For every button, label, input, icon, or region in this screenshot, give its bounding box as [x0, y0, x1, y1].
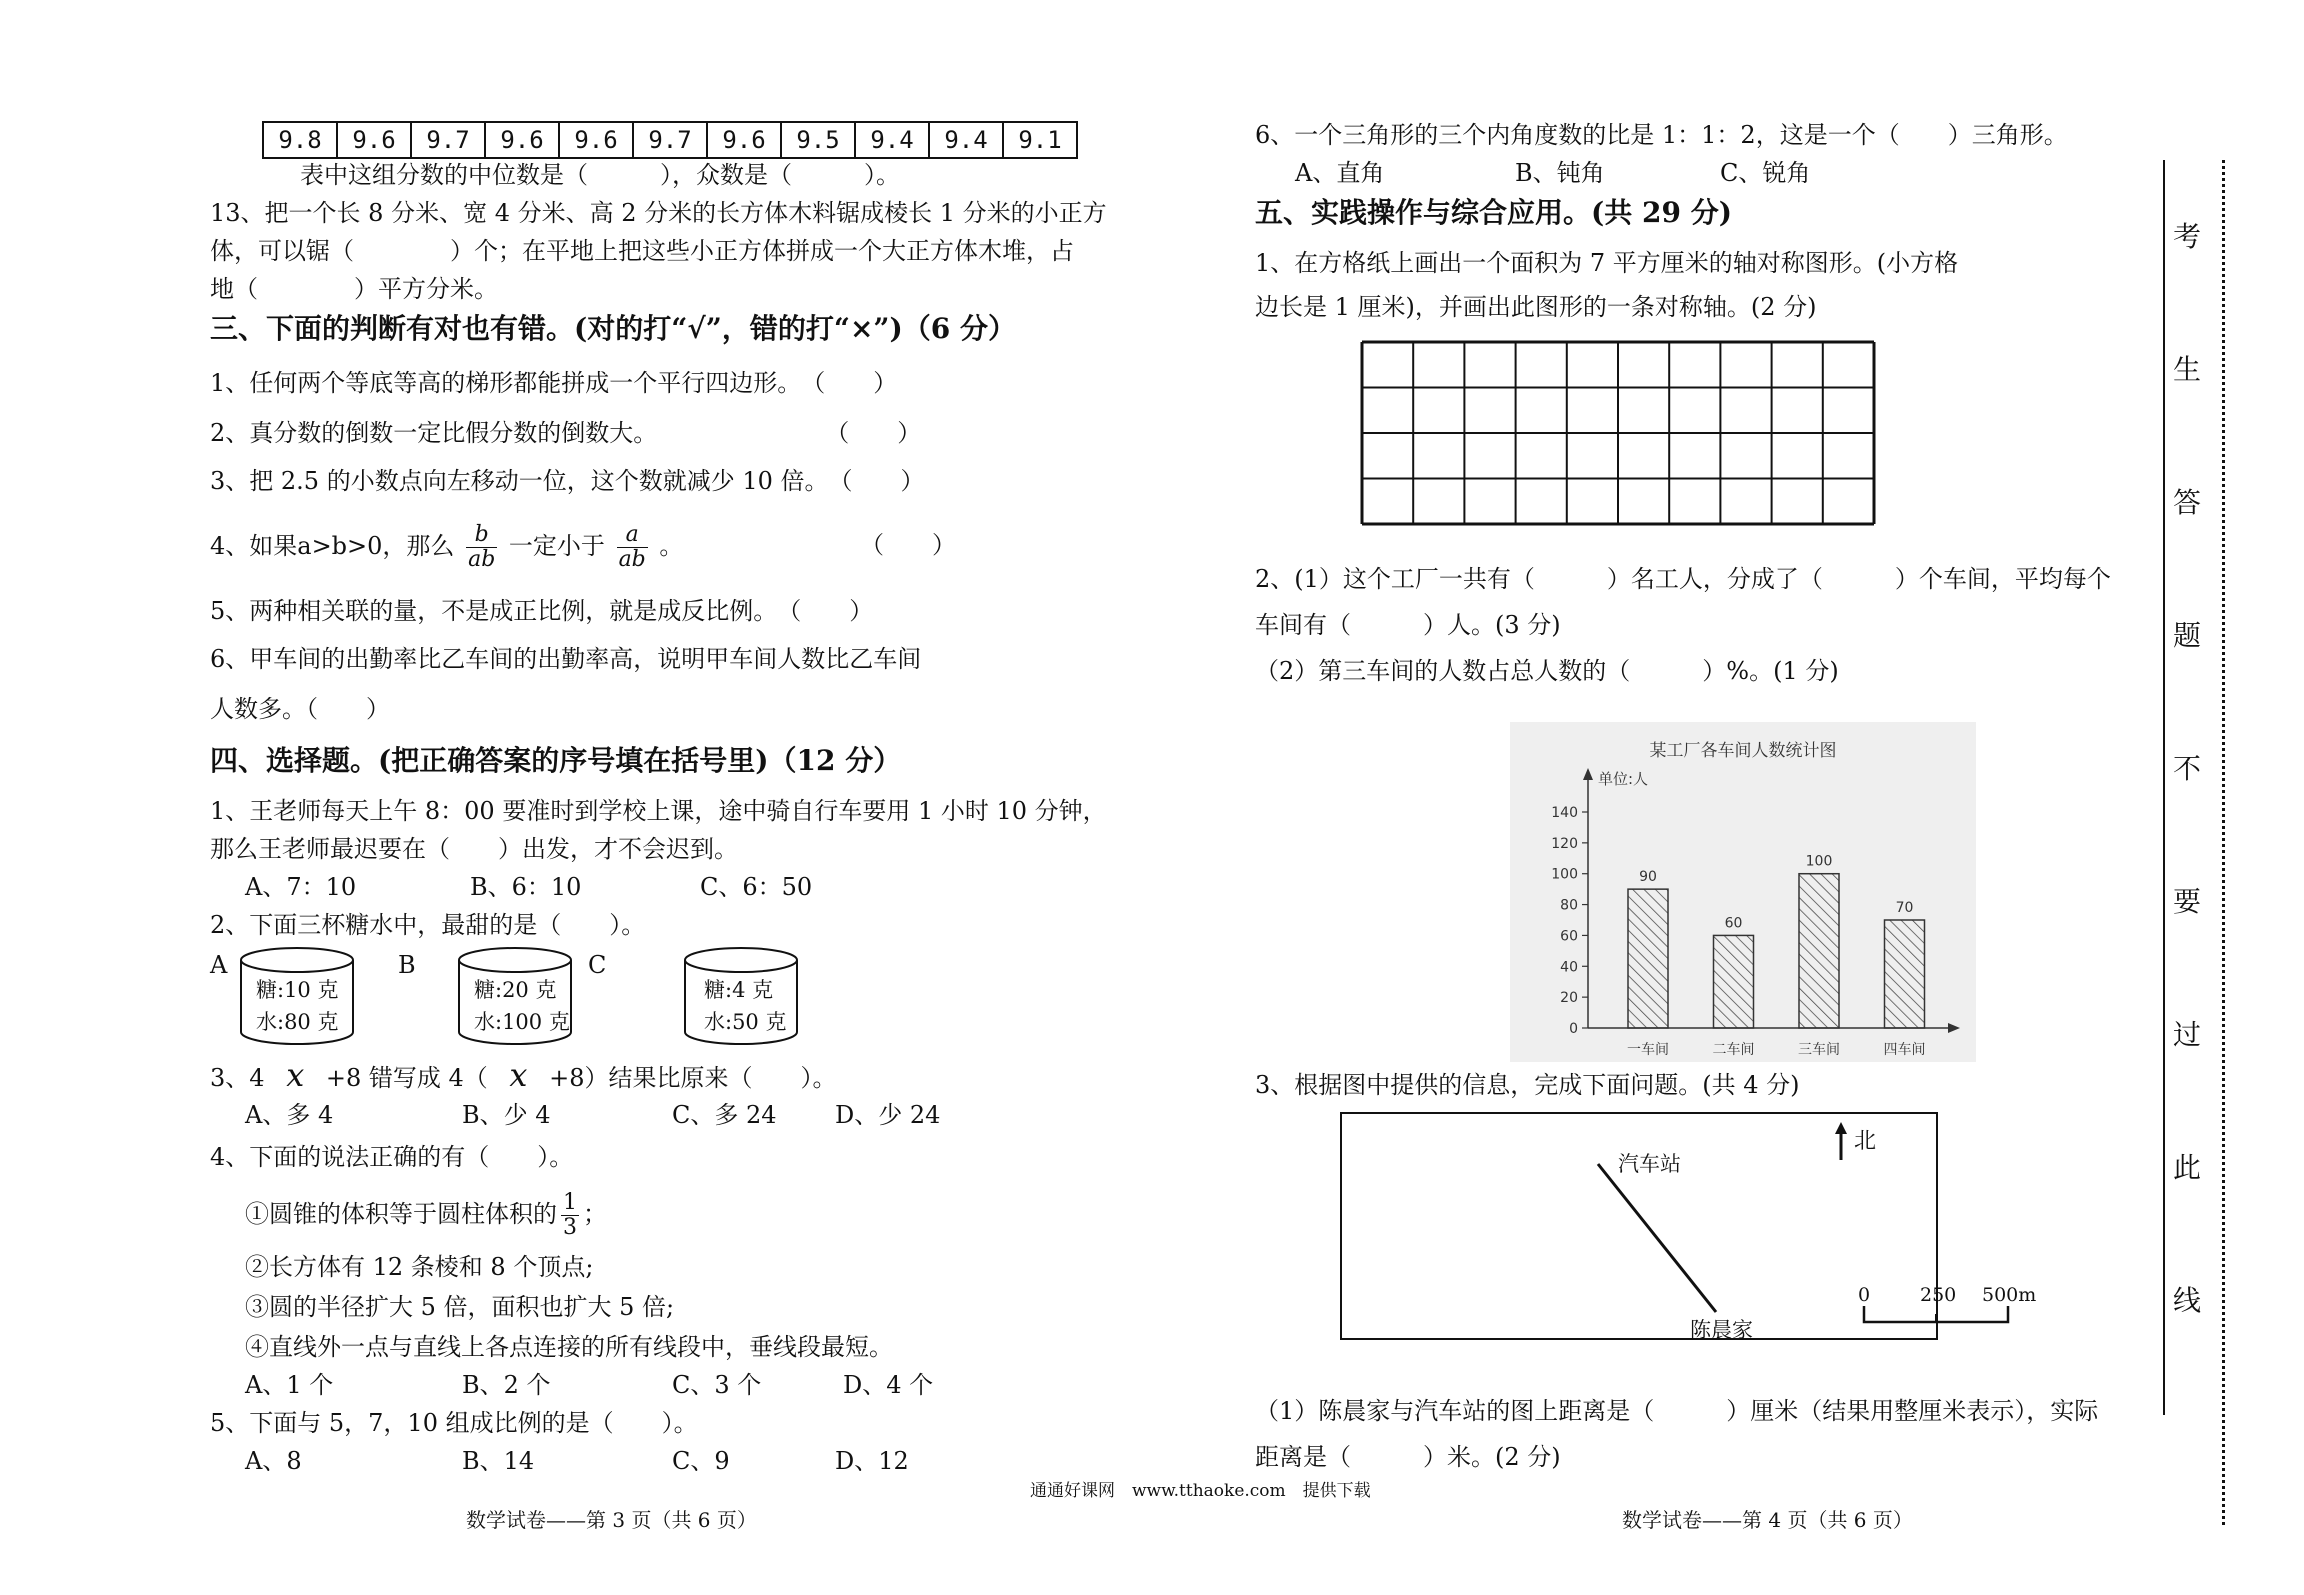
cup-b-sugar: 糖:20 克: [474, 978, 557, 1002]
score-cell: 9.8: [263, 122, 337, 158]
y-tick-label: 0: [1569, 1021, 1578, 1037]
score-cell: 9.6: [485, 122, 559, 158]
choice-6-option-b: B、钝角: [1515, 159, 1605, 187]
x-tick-label: 三车间: [1798, 1042, 1840, 1058]
north-arrow-icon: [1832, 1122, 1850, 1162]
left-page-footer: 数学试卷——第 3 页（共 6 页）: [466, 1508, 757, 1532]
choice-3-option-d: D、少 24: [835, 1101, 941, 1129]
practice-3-q1-line2: 距离是（ ）米。(2 分): [1255, 1443, 1561, 1471]
x-tick-label: 一车间: [1627, 1042, 1669, 1058]
choice-4-statement-3: ③圆的半径扩大 5 倍，面积也扩大 5 倍;: [245, 1293, 675, 1321]
y-tick-label: 60: [1560, 928, 1578, 945]
side-text-char: 题: [2173, 619, 2202, 652]
judge-4: 4、如果a>b>0，那么 $\frac{b}{ab}$ 一定小于 $\frac{a}{ab}$ 。: [210, 522, 684, 572]
judge-6-line1: 6、甲车间的出勤率比乙车间的出勤率高，说明甲车间人数比乙车间: [210, 645, 922, 673]
judge-3: 3、把 2.5 的小数点向左移动一位，这个数就减少 10 倍。 （ ）: [210, 467, 925, 495]
choice-1-option-b: B、6：10: [470, 873, 582, 901]
score-question: 表中这组分数的中位数是（ ），众数是（ ）。: [300, 161, 900, 189]
choice-3: 3、4 x +8 错写成 4（ x +8）结果比原来（ ）。: [210, 1056, 837, 1094]
map-box: [1340, 1112, 2037, 1342]
practice-2-line3: （2）第三车间的人数占总人数的（ ）%。(1 分): [1255, 657, 1839, 685]
binding-dashed-line: [2222, 160, 2225, 1525]
scale-label-500m: 500m: [1982, 1284, 2037, 1306]
cup-a-label: A: [210, 951, 228, 979]
choice-4-option-d: D、4 个: [843, 1371, 934, 1399]
cup-c: [682, 946, 800, 1046]
choice-5-option-d: D、12: [835, 1447, 909, 1475]
x-tick-label: 四车间: [1883, 1042, 1926, 1058]
y-tick-label: 140: [1551, 805, 1578, 821]
choice-1-option-a: A、7：10: [245, 873, 357, 901]
cup-a: [238, 946, 356, 1046]
fraction-one-third: $\frac{1}{3}$: [563, 1190, 577, 1240]
choice-2: 2、下面三杯糖水中，最甜的是（ ）。: [210, 911, 646, 939]
score-cell: 9.4: [929, 122, 1003, 158]
choice-4: 4、下面的说法正确的有（ ）。: [210, 1143, 574, 1171]
judge-2: 2、真分数的倒数一定比假分数的倒数大。 （ ）: [210, 419, 922, 447]
practice-3: 3、根据图中提供的信息，完成下面问题。(共 4 分): [1255, 1071, 1800, 1099]
right-page-footer: 数学试卷——第 4 页（共 6 页）: [1622, 1508, 1913, 1532]
practice-2-line2: 车间有（ ）人。(3 分): [1255, 611, 1561, 639]
score-cell: 9.4: [855, 122, 929, 158]
scale-bar: [1862, 1304, 2032, 1328]
side-text-char: 不: [2173, 752, 2202, 785]
choice-1-line2: 那么王老师最迟要在（ ）出发，才不会迟到。: [210, 835, 738, 863]
cup-b-water: 水:100 克: [474, 1010, 570, 1034]
score-cell: 9.6: [707, 122, 781, 158]
variable-x: x: [286, 1056, 305, 1094]
bar: [1799, 874, 1839, 1028]
side-text-char: 答: [2173, 486, 2202, 519]
x-axis-arrow: [1948, 1023, 1960, 1033]
y-tick-label: 20: [1560, 990, 1578, 1007]
cup-b: [456, 946, 574, 1046]
choice-3-option-c: C、多 24: [672, 1101, 777, 1129]
y-axis-arrow: [1583, 768, 1593, 780]
choice-3-option-a: A、多 4: [245, 1101, 334, 1129]
side-text-char: 此: [2173, 1151, 2202, 1184]
cup-a-sugar: 糖:10 克: [256, 978, 339, 1002]
choice-1-option-c: C、6：50: [700, 873, 813, 901]
bar: [1885, 920, 1925, 1028]
choice-3-option-b: B、少 4: [462, 1101, 551, 1129]
choice-6: 6、一个三角形的三个内角度数的比是 1：1：2，这是一个（ ）三角形。: [1255, 121, 2068, 149]
bar: [1628, 889, 1668, 1028]
score-cell: 9.5: [781, 122, 855, 158]
choice-5-option-c: C、9: [672, 1447, 730, 1475]
practice-2-line1: 2、(1）这个工厂一共有（ ）名工人，分成了（ ）个车间，平均每个: [1255, 565, 2111, 593]
practice-1-line2: 边长是 1 厘米)，并画出此图形的一条对称轴。(2 分): [1255, 293, 1817, 321]
side-text-char: 生: [2173, 353, 2202, 386]
fraction-b-over-ab: $\frac{b}{ab}$: [468, 522, 496, 572]
side-text-char: 过: [2173, 1018, 2202, 1051]
choice-5-option-b: B、14: [462, 1447, 535, 1475]
x-tick-label: 二车间: [1712, 1042, 1755, 1058]
score-cell: 9.6: [559, 122, 633, 158]
map-north-label: 北: [1854, 1129, 1877, 1154]
chart-ylabel: 单位:人: [1598, 770, 1649, 788]
cup-c-sugar: 糖:4 克: [704, 978, 774, 1002]
y-tick-label: 80: [1560, 897, 1578, 914]
route-line: [1598, 1164, 1716, 1312]
fraction-a-over-ab: $\frac{a}{ab}$: [618, 522, 646, 572]
judge-4-paren: （ ）: [860, 531, 956, 559]
binding-solid-line: [2163, 160, 2165, 1415]
choice-6-option-a: A、直角: [1295, 159, 1385, 187]
judge-5: 5、两种相关联的量，不是成正比例，就是成反比例。 （ ）: [210, 597, 874, 625]
variable-x: x: [509, 1056, 528, 1094]
bar-value-label: 100: [1805, 853, 1833, 870]
choice-1-line1: 1、王老师每天上午 8：00 要准时到学校上课，途中骑自行车要用 1 小时 10 分钟，: [210, 797, 1107, 825]
q13-line1: 13、把一个长 8 分米、宽 4 分米、高 2 分米的长方体木料锯成棱长 1 分米的小正方: [210, 199, 1107, 227]
judge-1: 1、任何两个等底等高的梯形都能拼成一个平行四边形。 （ ）: [210, 369, 898, 397]
grid-paper[interactable]: [1360, 340, 1876, 526]
cup-a-water: 水:80 克: [256, 1010, 339, 1034]
choice-4-statement-4: ④直线外一点与直线上各点连接的所有线段中，垂线段最短。: [245, 1333, 893, 1361]
side-text-char: 考: [2173, 220, 2202, 253]
map-home-label: 陈晨家: [1690, 1318, 1753, 1342]
y-tick-label: 40: [1560, 959, 1578, 976]
bar-value-label: 70: [1895, 900, 1914, 916]
cup-c-label: C: [588, 951, 607, 979]
chart-title: 某工厂各车间人数统计图: [1649, 741, 1837, 761]
score-cell: 9.7: [411, 122, 485, 158]
practice-3-q1-line1: （1）陈晨家与汽车站的图上距离是（ ）厘米（结果用整厘米表示），实际: [1255, 1397, 2099, 1425]
q13-line2: 体，可以锯（ ）个；在平地上把这些小正方体拼成一个大正方体木堆，占: [210, 237, 1074, 265]
practice-1-line1: 1、在方格纸上画出一个面积为 7 平方厘米的轴对称图形。(小方格: [1255, 249, 1959, 277]
score-cell: 9.1: [1003, 122, 1077, 158]
map-station-label: 汽车站: [1618, 1152, 1681, 1176]
side-text-char: 线: [2173, 1284, 2202, 1317]
judge-6-line2: 人数多。（ ）: [210, 695, 390, 723]
bar-chart: [1510, 722, 1976, 1062]
choice-4-option-a: A、1 个: [245, 1371, 334, 1399]
score-cell: 9.7: [633, 122, 707, 158]
choice-5: 5、下面与 5，7，10 组成比例的是（ ）。: [210, 1409, 698, 1437]
section3-title: 三、下面的判断有对也有错。(对的打“√”，错的打“×”)（6 分）: [210, 312, 1017, 345]
choice-4-option-b: B、2 个: [462, 1371, 551, 1399]
bar-chart-svg: [1510, 722, 1976, 1062]
y-tick-label: 120: [1551, 835, 1578, 852]
section4-title: 四、选择题。(把正确答案的序号填在括号里)（12 分）: [210, 744, 902, 777]
cup-b-label: B: [398, 951, 416, 979]
scale-label-0: 0: [1858, 1284, 1871, 1306]
section5-title: 五、实践操作与综合应用。(共 29 分): [1255, 196, 1732, 229]
bar-value-label: 90: [1639, 869, 1657, 886]
y-tick-label: 100: [1551, 866, 1578, 883]
choice-5-option-a: A、8: [245, 1447, 302, 1475]
choice-4-statement-2: ②长方体有 12 条棱和 8 个顶点;: [245, 1253, 594, 1281]
q13-line3: 地（ ）平方分米。: [210, 275, 498, 303]
bar: [1714, 935, 1754, 1028]
choice-4-option-c: C、3 个: [672, 1371, 762, 1399]
score-table: [262, 121, 1078, 159]
scale-label-250: 250: [1920, 1284, 1957, 1306]
score-cell: 9.6: [337, 122, 411, 158]
center-footer: 通通好课网 www.tthaoke.com 提供下载: [1030, 1481, 1371, 1501]
choice-6-option-c: C、锐角: [1720, 159, 1811, 187]
cup-c-water: 水:50 克: [704, 1010, 787, 1034]
bar-value-label: 60: [1724, 915, 1743, 932]
side-text-char: 要: [2173, 885, 2202, 918]
choice-4-statement-1: ①圆锥的体积等于圆柱体积的 $\frac{1}{3}$ ；: [245, 1190, 607, 1240]
